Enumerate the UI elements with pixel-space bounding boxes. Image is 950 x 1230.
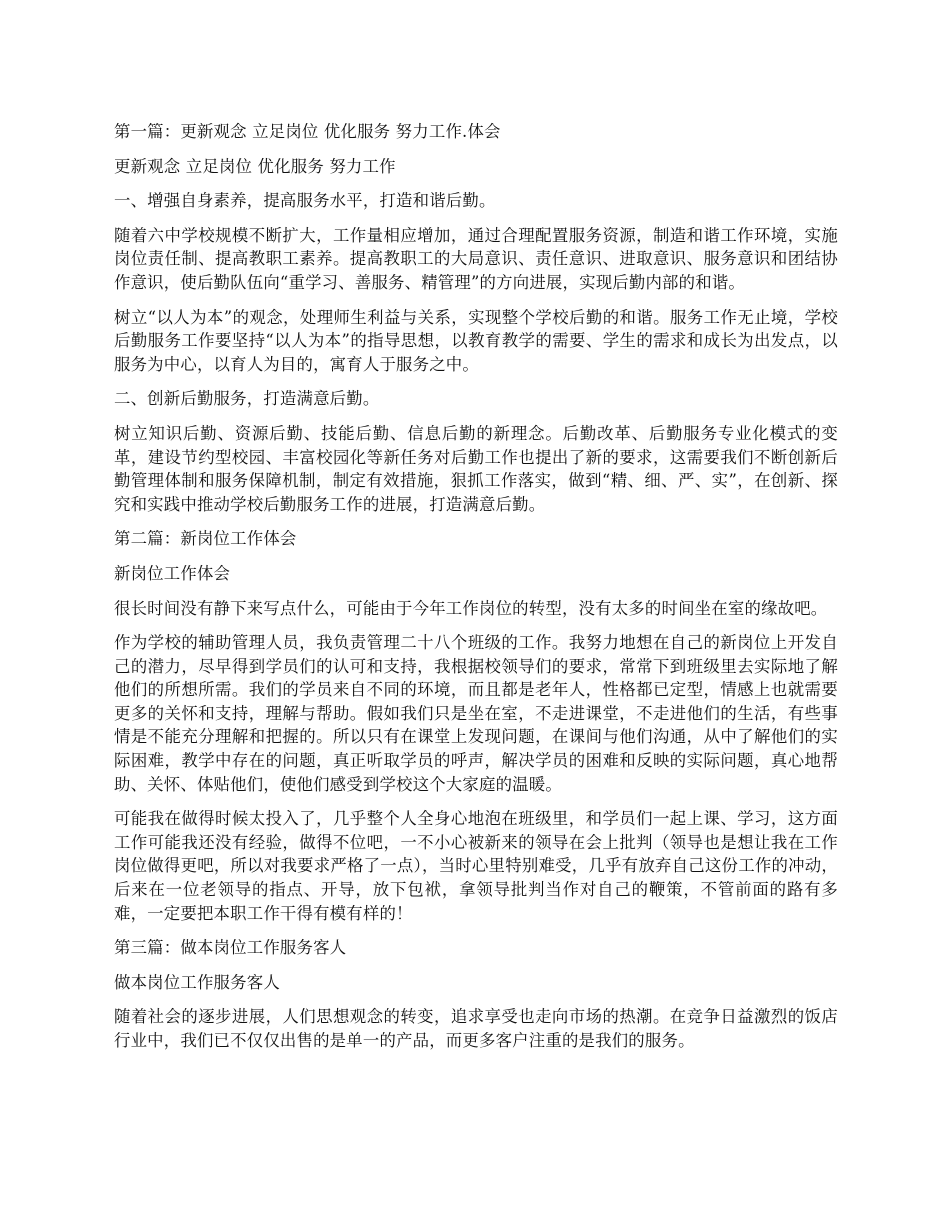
section-1-paragraph-1: 随着六中学校规模不断扩大，工作量相应增加，通过合理配置服务资源，制造和谐工作环境，实施岗位责任制、提高教职工素养。提高教职工的大局意识、责任意识、进取意识、服务意识和团结协作意识，使后勤队伍向“重学习、善服务、精管理”的方向进展，实现后勤内部的和谐。 bbox=[114, 225, 838, 292]
section-1-heading-2: 二、创新后勤服务，打造满意后勤。 bbox=[114, 389, 380, 409]
section-1-paragraph-3: 树立知识后勤、资源后勤、技能后勤、信息后勤的新理念。后勤改革、后勤服务专业化模式的变革，建设节约型校园、丰富校园化等新任务对后勤工作也提出了新的要求，这需要我们不断创新后勤管理体制和服务保障机制，制定有效措施，狠抓工作落实，做到“精、细、严、实”，在创新、探究和实践中推动学校后勤服务工作的进展，打造满意后勤。 bbox=[114, 423, 838, 514]
section-1-title: 第一篇：更新观念 立足岗位 优化服务 努力工作.体会 bbox=[114, 122, 501, 141]
section-2-subtitle: 新岗位工作体会 bbox=[114, 563, 231, 583]
section-1-subtitle: 更新观念 立足岗位 优化服务 努力工作 bbox=[114, 156, 396, 176]
section-3-subtitle: 做本岗位工作服务客人 bbox=[114, 972, 280, 992]
section-3-title: 第三篇：做本岗位工作服务客人 bbox=[114, 938, 347, 958]
section-1-paragraph-2: 树立“以人为本”的观念，处理师生利益与关系，实现整个学校后勤的和谐。服务工作无止境，学校后勤服务工作要坚持“以人为本”的指导思想，以教育教学的需要、学生的需求和成长为出发点，以服务为中心，以育人为目的，寓育人于服务之中。 bbox=[114, 307, 838, 374]
section-1-heading-1: 一、增强自身素养，提高服务水平，打造和谐后勤。 bbox=[114, 191, 496, 211]
section-2-title: 第二篇：新岗位工作体会 bbox=[114, 529, 297, 549]
section-2-paragraph-1: 很长时间没有静下来写点什么，可能由于今年工作岗位的转型，没有太多的时间坐在室的缘故吧。 bbox=[114, 598, 828, 618]
section-2-paragraph-2: 作为学校的辅助管理人员，我负责管理二十八个班级的工作。我努力地想在自己的新岗位上开发自己的潜力，尽早得到学员们的认可和支持，我根据校领导们的要求，常常下到班级里去实际地了解他们的所想所需。我们的学员来自不同的环境，而且都是老年人，性格都已定型，情感上也就需要更多的关怀和支持，理解与帮助。假如我们只是坐在室，不走进课堂，不走进他们的生活，有些事情是不能充分理解和把握的。所以只有在课堂上发现问题，在课间与他们沟通，从中了解他们的实际困难，教学中存在的问题，真正听取学员的呼声，解决学员的困难和反映的实际问题，真心地帮助、关怀、体贴他们，使他们感受到学校这个大家庭的温暖。 bbox=[114, 633, 838, 794]
section-2-paragraph-3: 可能我在做得时候太投入了，几乎整个人全身心地泡在班级里，和学员们一起上课、学习，这方面工作可能我还没有经验，做得不位吧，一不小心被新来的领导在会上批判（领导也是想让我在工作岗位做得更吧，所以对我要求严格了一点），当时心里特别难受，几乎有放弃自己这份工作的冲动，后来在一位老领导的指点、开导，放下包袱，拿领导批判当作对自己的鞭策，不管前面的路有多难，一定要把本职工作干得有模有样的！ bbox=[114, 809, 838, 923]
section-3-paragraph-1: 随着社会的逐步进展，人们思想观念的转变，追求享受也走向市场的热潮。在竞争日益激烈的饭店行业中，我们已不仅仅出售的是单一的产品，而更多客户注重的是我们的服务。 bbox=[114, 1007, 838, 1050]
